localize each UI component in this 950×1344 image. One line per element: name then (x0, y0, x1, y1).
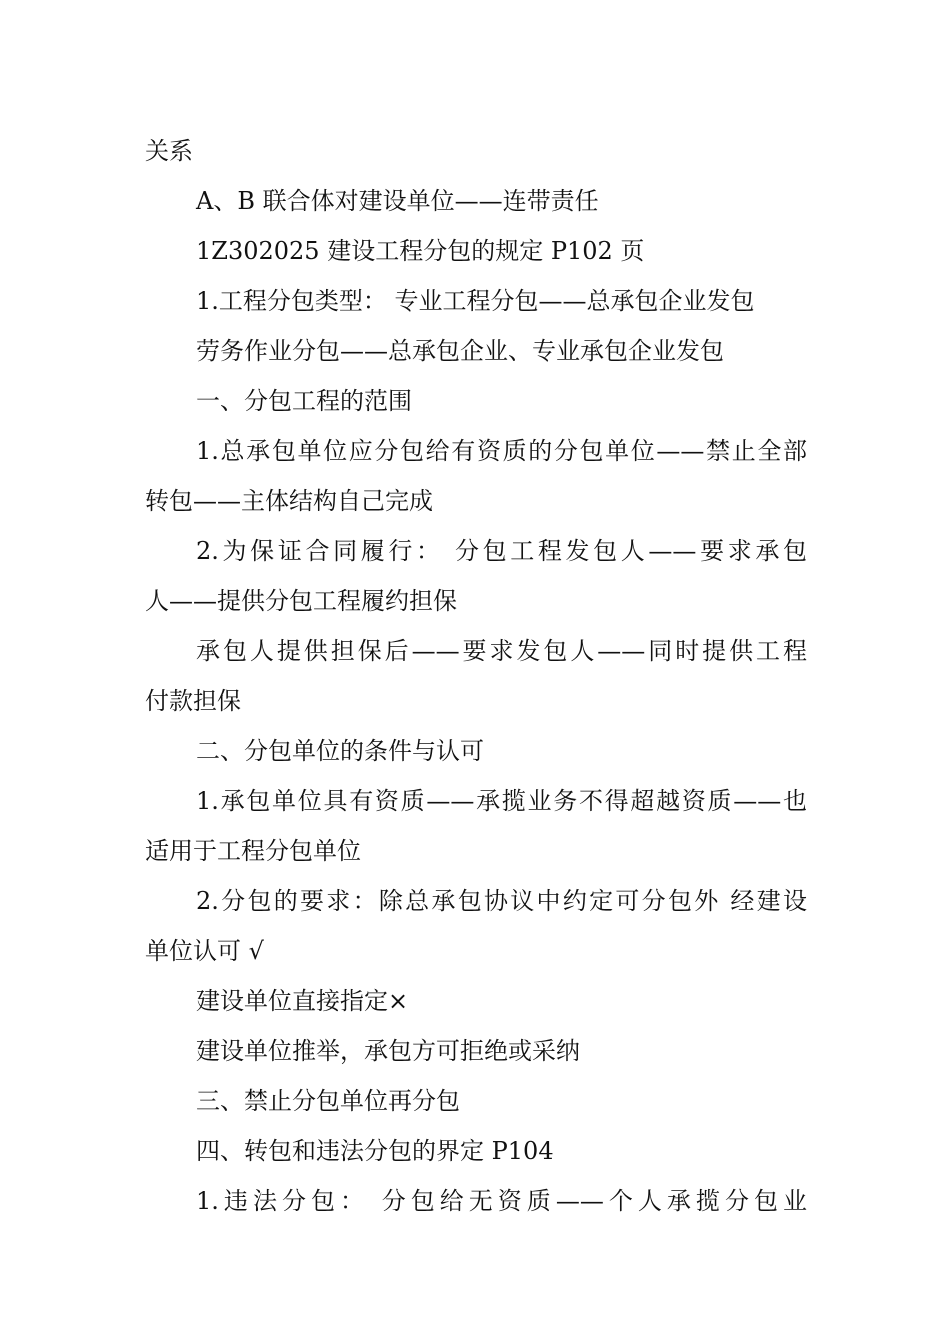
document-body (145, 126, 807, 1226)
text-line: 1.违法分包： 分包给无资质——个人承揽分包业 (196, 1187, 807, 1215)
text-line: 转包——主体结构自己完成 (145, 487, 433, 515)
text-line: 建设单位推举，承包方可拒绝或采纳 (196, 1037, 580, 1065)
text-line: 人——提供分包工程履约担保 (145, 587, 457, 615)
text-line: 1.总承包单位应分包给有资质的分包单位——禁止全部 (196, 437, 807, 465)
text-line: 建设单位直接指定× (196, 987, 409, 1015)
text-line: 劳务作业分包——总承包企业、专业承包企业发包 (196, 337, 724, 365)
text-line: 1.承包单位具有资质——承揽业务不得超越资质——也 (196, 787, 807, 815)
text-line: 单位认可 √ (145, 937, 264, 965)
text-line: 1.工程分包类型： 专业工程分包——总承包企业发包 (196, 287, 755, 315)
text-line: 承包人提供担保后——要求发包人——同时提供工程 (196, 637, 807, 665)
section-heading: 三、禁止分包单位再分包 (196, 1087, 460, 1115)
section-heading: 二、分包单位的条件与认可 (196, 737, 484, 765)
text-line: 2.为保证合同履行： 分包工程发包人——要求承包 (196, 537, 807, 565)
section-heading: 1Z302025 建设工程分包的规定 P102 页 (196, 237, 645, 265)
section-heading: 四、转包和违法分包的界定 P104 (196, 1137, 554, 1165)
text-line: 适用于工程分包单位 (145, 837, 361, 865)
text-line: A、B 联合体对建设单位——连带责任 (196, 187, 599, 215)
text-line: 关系 (145, 137, 193, 165)
section-heading: 一、分包工程的范围 (196, 387, 412, 415)
text-line: 2.分包的要求：除总承包协议中约定可分包外 经建设 (196, 887, 807, 915)
text-line: 付款担保 (145, 687, 241, 715)
